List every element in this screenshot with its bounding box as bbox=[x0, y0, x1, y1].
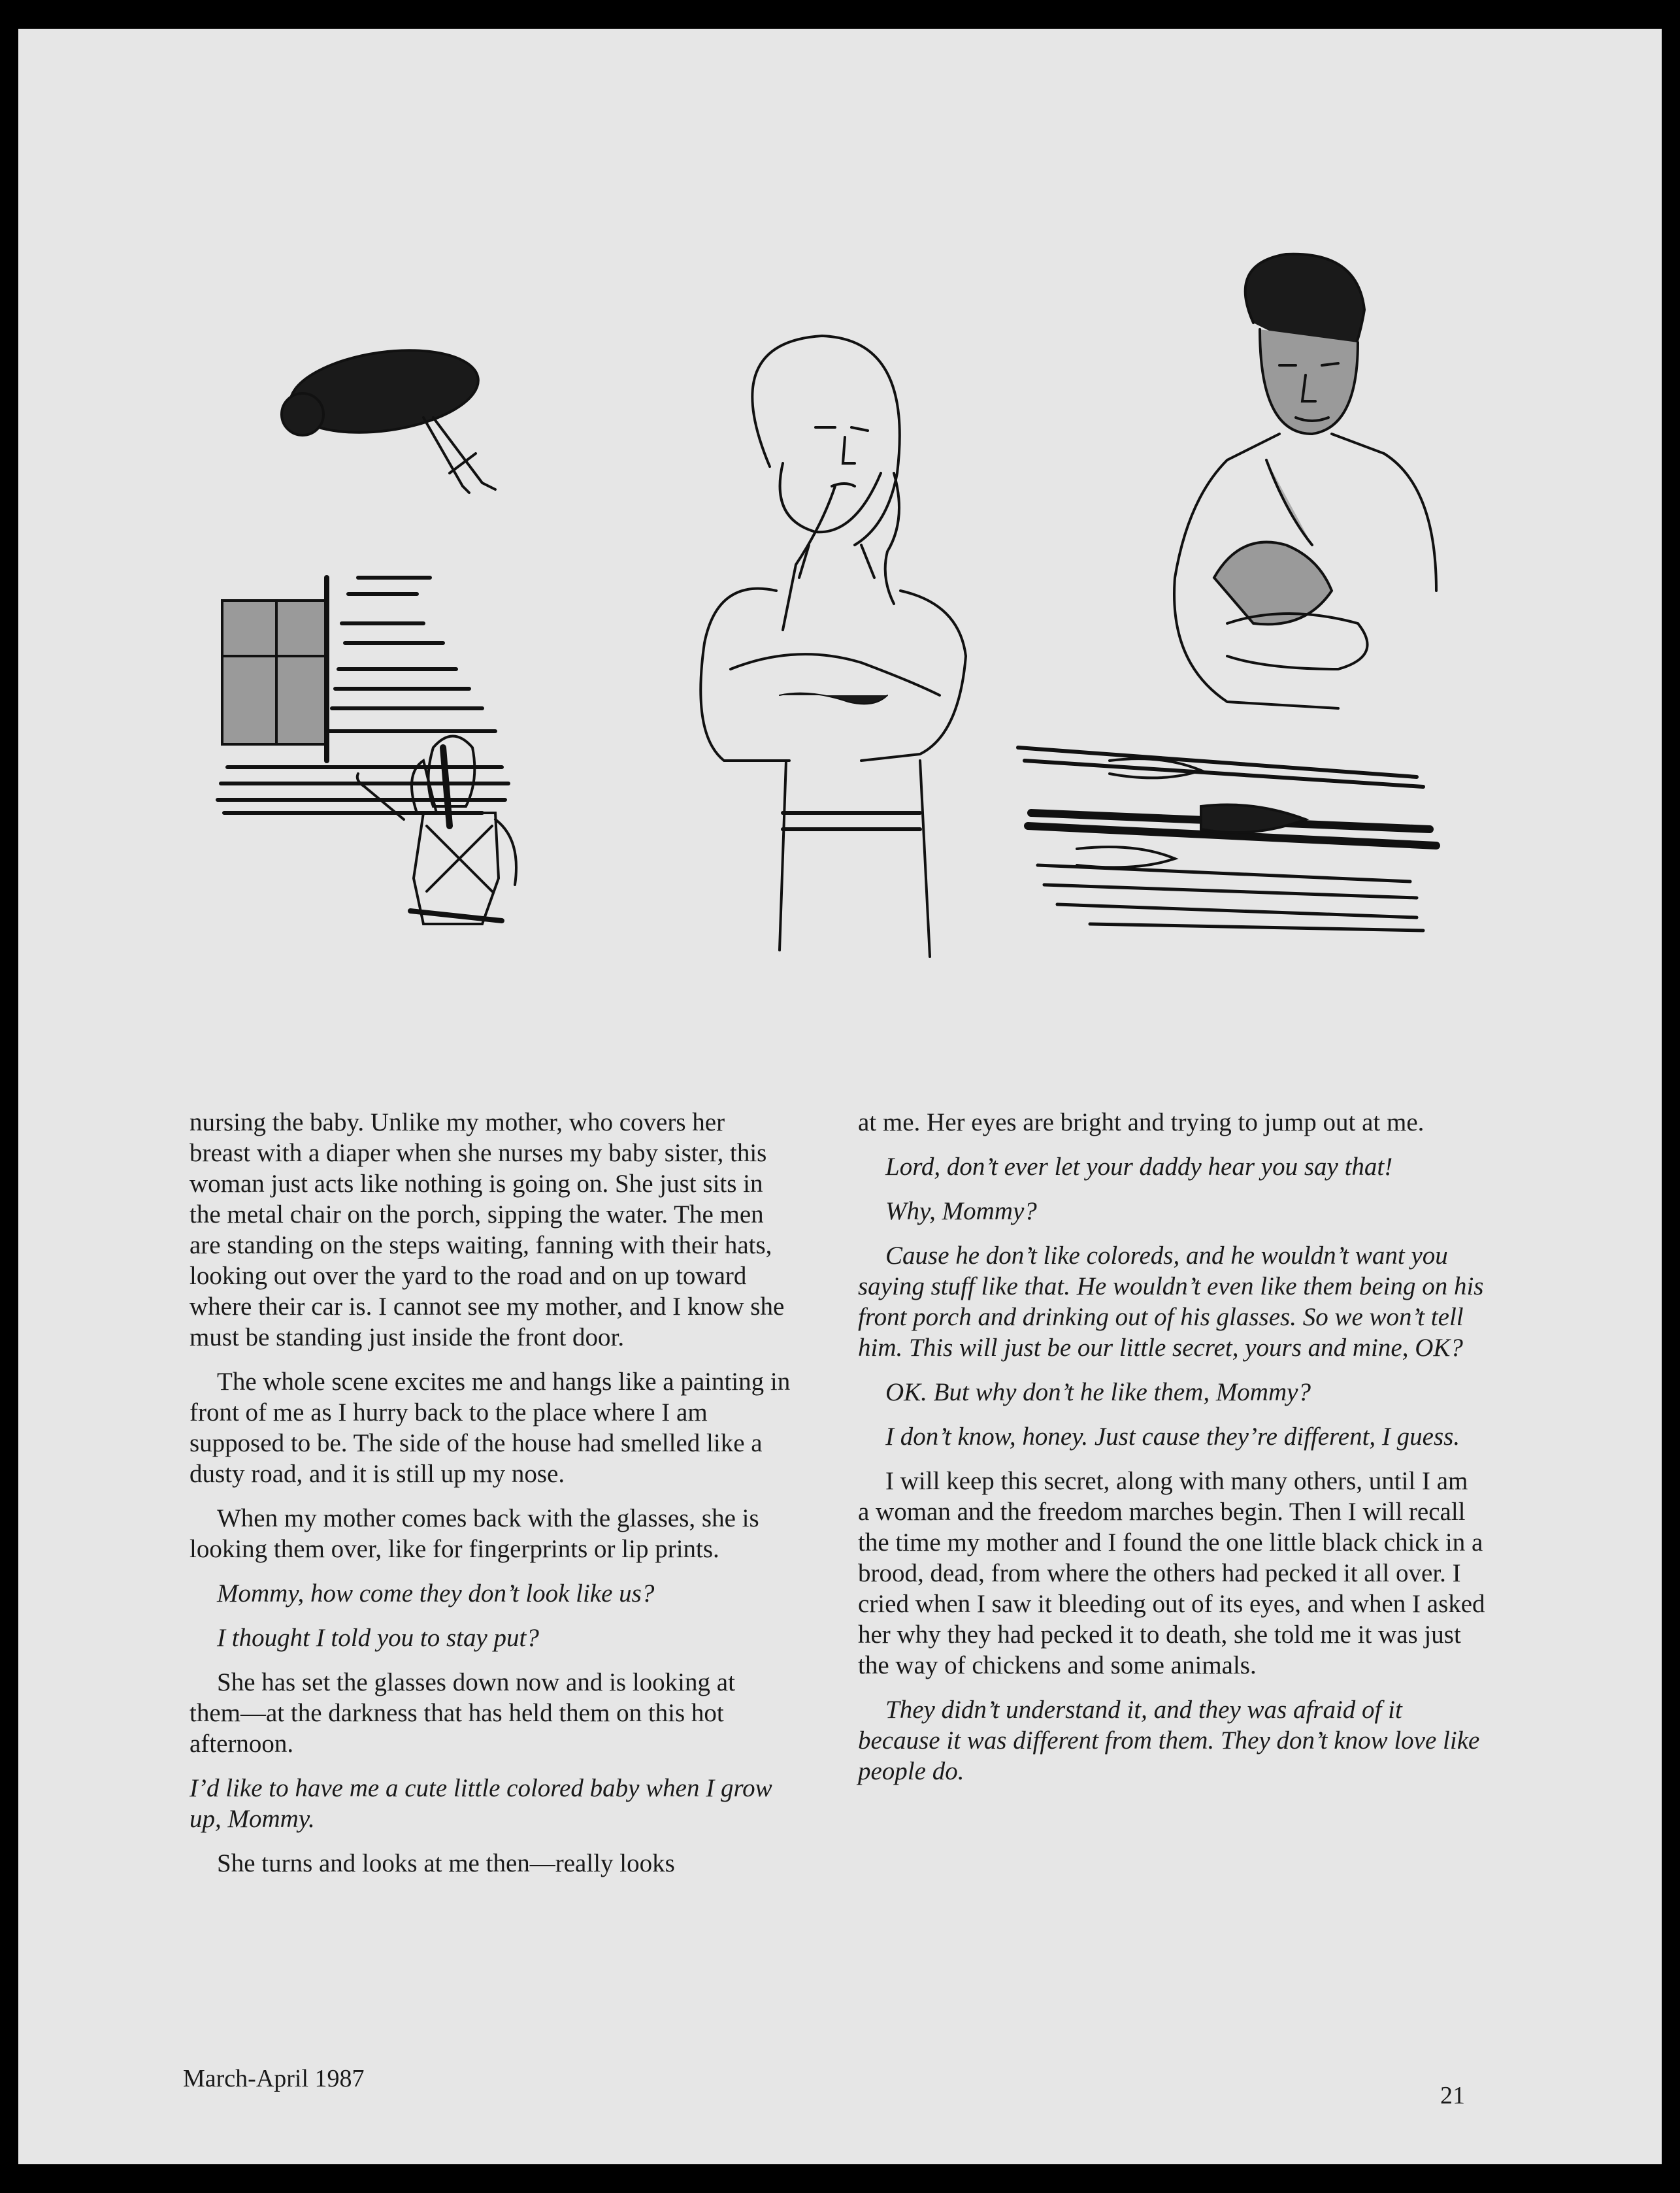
dialogue-line: I don’t know, honey. Just cause they’re different, I guess. bbox=[885, 1423, 1460, 1451]
dialogue-line: Why, Mommy? bbox=[885, 1197, 1037, 1225]
dialogue-line: They didn’t understand it, and they was afraid of it because it was different from them. They don’t know love like people do. bbox=[858, 1696, 1480, 1785]
issue-date: March-April 1987 bbox=[183, 2065, 365, 2092]
dialogue-line: Mommy, how come they don’t look like us? bbox=[217, 1579, 655, 1608]
text-column-right bbox=[858, 1107, 1485, 1800]
magazine-page bbox=[18, 29, 1662, 2164]
text-column-left bbox=[189, 1107, 791, 1892]
paragraph: at me. Her eyes are bright and trying to jump out at me. bbox=[858, 1108, 1425, 1136]
page-number: 21 bbox=[1440, 2082, 1465, 2109]
dialogue-line: Cause he don’t like coloreds, and he wouldn’t want you saying stuff like that. He wouldn’t even like them being on his front porch and drinking out of his glasses. So we won’t tell him. This will just be our little secret, yours and mine, OK? bbox=[858, 1242, 1484, 1362]
paragraph: When my mother comes back with the glasses, she is looking them over, like for fingerprints or lip prints. bbox=[189, 1504, 759, 1563]
paragraph: The whole scene excites me and hangs like a painting in front of me as I hurry back to the place where I am supposed to be. The side of the house had smelled like a dusty road, and it is still up my nose. bbox=[189, 1368, 791, 1488]
dialogue-line: OK. But why don’t he like them, Mommy? bbox=[885, 1378, 1311, 1406]
woman-drawing bbox=[1174, 254, 1436, 708]
house-siding-drawing bbox=[218, 578, 508, 813]
porch-boards-drawing bbox=[1018, 748, 1436, 931]
dialogue-line: Lord, don’t ever let your daddy hear you say that! bbox=[885, 1153, 1393, 1181]
paragraph: I will keep this secret, along with many others, until I am a woman and the freedom marches begin. Then I will recall the time my mother and I found the one little black chick in a brood, dead, from where the others had pecked it all over. I cried when I saw it bleeding out of its eyes, and when I asked her why they had pecked it to death, she told me it was just the way of chickens and some animals. bbox=[858, 1467, 1485, 1679]
dialogue-line: I thought I told you to stay put? bbox=[217, 1624, 539, 1652]
small-girl-drawing bbox=[357, 736, 516, 925]
paragraph: She turns and looks at me then—really looks bbox=[217, 1849, 675, 1877]
ink-illustration bbox=[208, 238, 1489, 989]
paragraph: She has set the glasses down now and is looking at them—at the darkness that has held them on this hot afternoon. bbox=[189, 1668, 735, 1758]
girl-drawing bbox=[700, 336, 966, 957]
dialogue-line: I’d like to have me a cute little colored baby when I grow up, Mommy. bbox=[189, 1774, 772, 1833]
chick-drawing bbox=[282, 339, 495, 493]
paragraph: nursing the baby. Unlike my mother, who covers her breast with a diaper when she nurses my baby sister, this woman just acts like nothing is going on. She just sits in the metal chair on the porch, sipping the water. The men are standing on the steps waiting, fanning with their hats, looking out over the yard to the road and on up toward where their car is. I cannot see my mother, and I know she must be standing just inside the front door. bbox=[189, 1108, 785, 1351]
